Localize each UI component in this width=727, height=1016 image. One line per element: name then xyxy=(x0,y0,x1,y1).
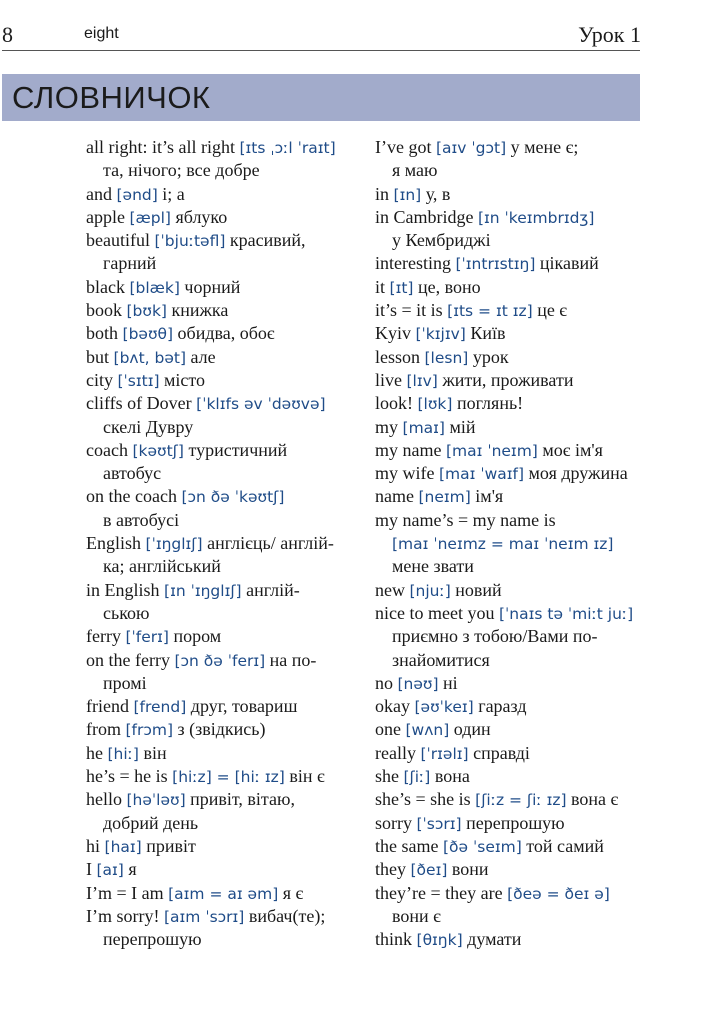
glossary-entry xyxy=(86,625,351,648)
entry-transcription: [frɔm] xyxy=(125,721,174,740)
entry-translation: ні xyxy=(443,672,458,693)
entry-transcription: [ɪt] xyxy=(389,278,414,297)
glossary-entry xyxy=(375,602,641,625)
entry-term: перепрошую xyxy=(103,929,202,950)
entry-term: my xyxy=(375,416,399,437)
glossary-entry xyxy=(375,252,641,275)
entry-term: friend xyxy=(86,696,129,717)
entry-term: beautiful xyxy=(86,230,150,251)
entry-term: and xyxy=(86,183,112,204)
entry-translation: яблуко xyxy=(175,206,228,227)
glossary-entry xyxy=(86,369,351,392)
glossary-entry xyxy=(86,532,351,555)
entry-translation: привіт, вітаю, xyxy=(190,789,295,810)
entry-term: think xyxy=(375,929,413,950)
glossary-entry xyxy=(375,439,641,462)
entry-translation: вони xyxy=(451,859,489,880)
lesson-title: Урок 1 xyxy=(578,22,641,47)
glossary-entry xyxy=(86,392,351,415)
entry-term: on the ferry xyxy=(86,649,170,670)
glossary-entry xyxy=(86,276,351,299)
entry-translation: Київ xyxy=(470,323,506,344)
entry-transcription: [ʃiːz = ʃiː ɪz] xyxy=(475,791,567,810)
glossary-entry xyxy=(375,742,641,765)
glossary-entry-continuation xyxy=(86,672,351,695)
entry-term: приємно з тобою/Вами по- xyxy=(392,626,598,647)
glossary-entry-continuation xyxy=(375,649,641,672)
entry-transcription: [aɪm = aɪ əm] xyxy=(168,884,279,903)
entry-transcription: [ʃiː] xyxy=(403,768,431,787)
entry-translation: я xyxy=(128,859,137,880)
entry-transcription: [həˈləʊ] xyxy=(126,791,186,810)
entry-translation: ім'я xyxy=(475,486,504,507)
entry-term: my wife xyxy=(375,463,435,484)
entry-term: on the coach xyxy=(86,486,177,507)
page-number-word: eight xyxy=(84,25,119,42)
entry-transcription: [ðeɪ] xyxy=(410,861,448,880)
glossary-entry xyxy=(375,579,641,602)
entry-translation: перепрошую xyxy=(466,812,565,833)
entry-translation: мій xyxy=(449,416,476,437)
entry-transcription: [nəʊ] xyxy=(397,674,439,693)
entry-term: interesting xyxy=(375,253,451,274)
entry-term: in xyxy=(375,183,390,204)
entry-term: it xyxy=(375,276,386,297)
entry-term: I xyxy=(86,859,92,880)
entry-transcription: [əʊˈkeɪ] xyxy=(414,698,474,717)
entry-term: apple xyxy=(86,206,125,227)
entry-translation: він є xyxy=(289,766,325,787)
entry-transcription: [lʊk] xyxy=(417,395,453,414)
entry-term: live xyxy=(375,369,402,390)
entry-translation: у мене є; xyxy=(510,137,579,157)
entry-transcription: [hiːz] = [hiː ɪz] xyxy=(172,768,285,787)
entry-translation: у, в xyxy=(425,183,451,204)
entry-translation: англій- xyxy=(246,579,300,600)
entry-term: промі xyxy=(103,672,147,693)
entry-term: my name’s = my name is xyxy=(375,509,556,530)
entry-transcription: [ˈnaɪs tə ˈmiːt juː] xyxy=(498,604,634,623)
glossary-entry xyxy=(375,416,641,439)
entry-term: lesson xyxy=(375,346,420,367)
entry-transcription: [maɪ ˈneɪm] xyxy=(445,441,538,460)
glossary-entry xyxy=(375,835,641,858)
entry-term: it’s = it is xyxy=(375,300,443,321)
entry-transcription: [ˈrɪəlɪ] xyxy=(420,744,469,763)
glossary-entry xyxy=(86,183,351,206)
entry-term: hi xyxy=(86,835,101,856)
glossary-entry xyxy=(375,136,641,159)
entry-transcription: [ˈsɔrɪ] xyxy=(416,814,462,833)
glossary-entry-continuation xyxy=(86,812,351,835)
entry-term: from xyxy=(86,719,121,740)
glossary-entry-continuation xyxy=(86,159,351,182)
entry-transcription: [ɪn] xyxy=(393,185,422,204)
glossary-entry xyxy=(375,509,641,532)
entry-transcription: [lɪv] xyxy=(406,371,438,390)
entry-term: Kyiv xyxy=(375,323,411,344)
entry-term: English xyxy=(86,533,142,554)
glossary-entry xyxy=(86,299,351,322)
entry-term: she xyxy=(375,766,399,787)
section-title-bar xyxy=(2,74,640,121)
glossary-entry xyxy=(375,812,641,835)
glossary-entry-continuation xyxy=(86,252,351,275)
glossary-entry xyxy=(375,718,641,741)
entry-translation: той самий xyxy=(526,835,604,856)
glossary-left-column xyxy=(86,136,351,951)
entry-transcription: [ˈklɪfs əv ˈdəʊvə] xyxy=(196,395,326,414)
glossary-entry-continuation xyxy=(375,555,641,578)
entry-term: really xyxy=(375,742,416,763)
entry-translation: обидва, обоє xyxy=(177,323,275,344)
entry-term: I’m sorry! xyxy=(86,905,160,926)
glossary-entry-continuation xyxy=(375,905,641,928)
glossary-entry xyxy=(375,206,641,229)
glossary-entry xyxy=(375,788,641,811)
glossary-entry-continuation xyxy=(375,229,641,252)
entry-transcription: [aɪm ˈsɔrɪ] xyxy=(163,907,245,926)
glossary-entry-continuation xyxy=(86,928,351,951)
entry-transcription: [bəʊθ] xyxy=(122,325,174,344)
entry-transcription: [ðeə = ðeɪ ə] xyxy=(507,884,610,903)
entry-translation: з (звідкись) xyxy=(177,719,266,740)
entry-transcription: [ɪts = ɪt ɪz] xyxy=(447,302,533,321)
entry-transcription: [njuː] xyxy=(409,581,451,600)
glossary-entry xyxy=(375,858,641,881)
entry-transcription: [ˈkɪjɪv] xyxy=(415,325,466,344)
entry-transcription: [kəʊtʃ] xyxy=(132,441,184,460)
entry-term: hello xyxy=(86,789,122,810)
entry-term: both xyxy=(86,323,119,344)
entry-translation: чорний xyxy=(184,276,241,297)
entry-transcription: [maɪ ˈwaɪf] xyxy=(438,465,525,484)
entry-translation: поглянь! xyxy=(456,393,524,414)
glossary-entry xyxy=(86,835,351,858)
entry-translation: місто xyxy=(164,369,206,390)
entry-translation: новий xyxy=(455,579,502,600)
entry-transcription: [bʌt, bət] xyxy=(113,348,187,367)
entry-translation: але xyxy=(190,346,216,367)
glossary-entry xyxy=(86,485,351,508)
glossary-entry xyxy=(375,695,641,718)
entry-term: but xyxy=(86,346,110,367)
glossary-entry xyxy=(86,718,351,741)
section-title: СЛОВНИЧОК xyxy=(12,80,211,115)
glossary-entry xyxy=(375,765,641,788)
glossary-right-column xyxy=(375,136,641,951)
entry-translation: думати xyxy=(467,929,522,950)
entry-term: та, нічого; все добре xyxy=(103,160,260,181)
entry-term: they’re = they are xyxy=(375,882,503,903)
entry-term: black xyxy=(86,276,125,297)
entry-transcription: [blæk] xyxy=(129,278,180,297)
glossary-entry-continuation xyxy=(375,159,641,182)
entry-term: coach xyxy=(86,439,128,460)
entry-term: book xyxy=(86,300,122,321)
entry-transcription: [ˈbjuːtəfl] xyxy=(154,232,226,251)
entry-transcription: [ˈɪntrɪstɪŋ] xyxy=(455,255,536,274)
entry-term: автобус xyxy=(103,463,162,484)
entry-transcription: [ˈferɪ] xyxy=(125,628,169,647)
entry-transcription: [θɪŋk] xyxy=(416,931,463,950)
glossary-entry-continuation xyxy=(375,625,641,648)
entry-translation: англієць/ англій- xyxy=(207,533,334,554)
entry-term: мене звати xyxy=(392,556,474,577)
entry-translation: один xyxy=(453,719,491,740)
entry-transcription: [maɪ] xyxy=(402,418,445,437)
entry-term: in Cambridge xyxy=(375,206,474,227)
glossary-entry xyxy=(86,882,351,905)
entry-transcription: [lesn] xyxy=(424,348,469,367)
glossary-entry-continuation xyxy=(86,462,351,485)
glossary-entry-continuation xyxy=(86,602,351,625)
glossary-entry xyxy=(375,369,641,392)
entry-term: they xyxy=(375,859,406,880)
entry-term: у Кембриджі xyxy=(392,230,491,251)
entry-term: ською xyxy=(103,602,150,623)
entry-transcription: [ɪn ˈɪŋglɪʃ] xyxy=(164,581,242,600)
entry-term: no xyxy=(375,672,393,693)
page-number: 8 xyxy=(2,22,13,47)
entry-translation: моя дружина xyxy=(528,463,628,484)
entry-term: ferry xyxy=(86,626,121,647)
entry-transcription: [ɪts ˌɔːl ˈraɪt] xyxy=(239,139,336,157)
entry-transcription: [ˈɪŋglɪʃ] xyxy=(145,535,203,554)
glossary-entry xyxy=(86,206,351,229)
entry-term: she’s = she is xyxy=(375,789,471,810)
glossary-entry xyxy=(86,579,351,602)
glossary-entry xyxy=(375,299,641,322)
entry-translation: жити, проживати xyxy=(442,369,574,390)
entry-translation: вона xyxy=(434,766,470,787)
entry-term: sorry xyxy=(375,812,412,833)
entry-translation: туристичний xyxy=(188,439,288,460)
glossary-entry xyxy=(375,322,641,345)
entry-translation: пором xyxy=(173,626,222,647)
entry-term: скелі Дувру xyxy=(103,416,194,437)
entry-translation: урок xyxy=(472,346,509,367)
entry-term: one xyxy=(375,719,401,740)
entry-transcription: [ðə ˈseɪm] xyxy=(442,837,522,856)
glossary-entry-continuation xyxy=(86,509,351,532)
entry-term: my name xyxy=(375,439,442,460)
entry-translation: справді xyxy=(473,742,530,763)
entry-term: I’m = I am xyxy=(86,882,164,903)
entry-term: okay xyxy=(375,696,410,717)
entry-transcription: [wʌn] xyxy=(405,721,450,740)
entry-transcription: [aɪv ˈgɔt] xyxy=(435,139,507,157)
entry-term: I’ve got xyxy=(375,137,432,157)
entry-transcription: [frend] xyxy=(133,698,187,717)
entry-translation: вибач(те); xyxy=(248,905,326,926)
entry-translation: я є xyxy=(282,882,304,903)
entry-term: he xyxy=(86,742,103,763)
entry-transcription: [ənd] xyxy=(116,185,158,204)
entry-term: знайомитися xyxy=(392,649,490,670)
entry-term: nice to meet you xyxy=(375,602,495,623)
entry-term: name xyxy=(375,486,414,507)
entry-term: в автобусі xyxy=(103,509,180,530)
entry-translation: цікавий xyxy=(539,253,599,274)
glossary-entry xyxy=(86,322,351,345)
glossary-entry xyxy=(375,276,641,299)
entry-term: the same xyxy=(375,835,439,856)
glossary-entry xyxy=(86,649,351,672)
entry-term: добрий день xyxy=(103,812,199,833)
glossary-entry xyxy=(86,788,351,811)
entry-term: cliffs of Dover xyxy=(86,393,192,414)
glossary-entry xyxy=(86,858,351,881)
entry-term: city xyxy=(86,369,113,390)
entry-translation: гаразд xyxy=(478,696,527,717)
glossary-entry xyxy=(375,485,641,508)
glossary-entry xyxy=(375,183,641,206)
glossary-entry xyxy=(375,462,641,485)
entry-translation: це є xyxy=(537,300,568,321)
entry-transcription: [maɪ ˈneɪmz = maɪ ˈneɪm ɪz] xyxy=(392,535,614,554)
entry-transcription: [æpl] xyxy=(129,208,171,227)
glossary-entry xyxy=(86,695,351,718)
entry-transcription: [ˈsɪtɪ] xyxy=(117,371,160,390)
entry-translation: він xyxy=(143,742,167,763)
glossary-entry xyxy=(375,928,641,951)
entry-translation: на по- xyxy=(269,649,317,670)
glossary-entry xyxy=(375,672,641,695)
entry-term: look! xyxy=(375,393,413,414)
glossary-entry-continuation xyxy=(86,416,351,439)
glossary-entry xyxy=(375,392,641,415)
entry-term: new xyxy=(375,579,405,600)
entry-translation: і; а xyxy=(162,183,185,204)
entry-term: all right: it’s all right xyxy=(86,137,235,157)
header-divider xyxy=(2,50,640,51)
entry-translation: привіт xyxy=(146,835,196,856)
glossary-entry xyxy=(86,742,351,765)
entry-term: he’s = he is xyxy=(86,766,168,787)
glossary-entry xyxy=(86,136,351,159)
entry-translation: красивий, xyxy=(229,230,306,251)
entry-term: вони є xyxy=(392,905,441,926)
entry-transcription: [hiː] xyxy=(107,744,139,763)
glossary-entry xyxy=(86,346,351,369)
glossary-entry xyxy=(86,905,351,928)
entry-transcription: [ɪn ˈkeɪmbrɪdʒ] xyxy=(477,208,595,227)
entry-transcription: [bʊk] xyxy=(126,302,167,321)
glossary-entry xyxy=(86,765,351,788)
entry-term: гарний xyxy=(103,253,157,274)
glossary-entry xyxy=(86,439,351,462)
glossary-entry-continuation xyxy=(86,555,351,578)
entry-translation: це, воно xyxy=(417,276,481,297)
entry-translation: моє ім'я xyxy=(542,439,603,460)
glossary-entry xyxy=(375,346,641,369)
glossary-entry xyxy=(86,229,351,252)
entry-transcription: [neɪm] xyxy=(418,488,471,507)
glossary-entry-continuation xyxy=(375,532,641,555)
entry-term: in English xyxy=(86,579,160,600)
glossary-entry xyxy=(375,882,641,905)
entry-term: я маю xyxy=(392,160,438,181)
entry-transcription: [haɪ] xyxy=(104,837,142,856)
entry-transcription: [ɔn ðə ˈkəʊtʃ] xyxy=(181,488,285,507)
entry-transcription: [aɪ] xyxy=(96,861,124,880)
entry-transcription: [ɔn ðə ˈferɪ] xyxy=(174,651,266,670)
entry-translation: друг, товариш xyxy=(190,696,298,717)
entry-term: ка; англійський xyxy=(103,556,221,577)
entry-translation: книжка xyxy=(171,300,229,321)
entry-translation: вона є xyxy=(571,789,619,810)
